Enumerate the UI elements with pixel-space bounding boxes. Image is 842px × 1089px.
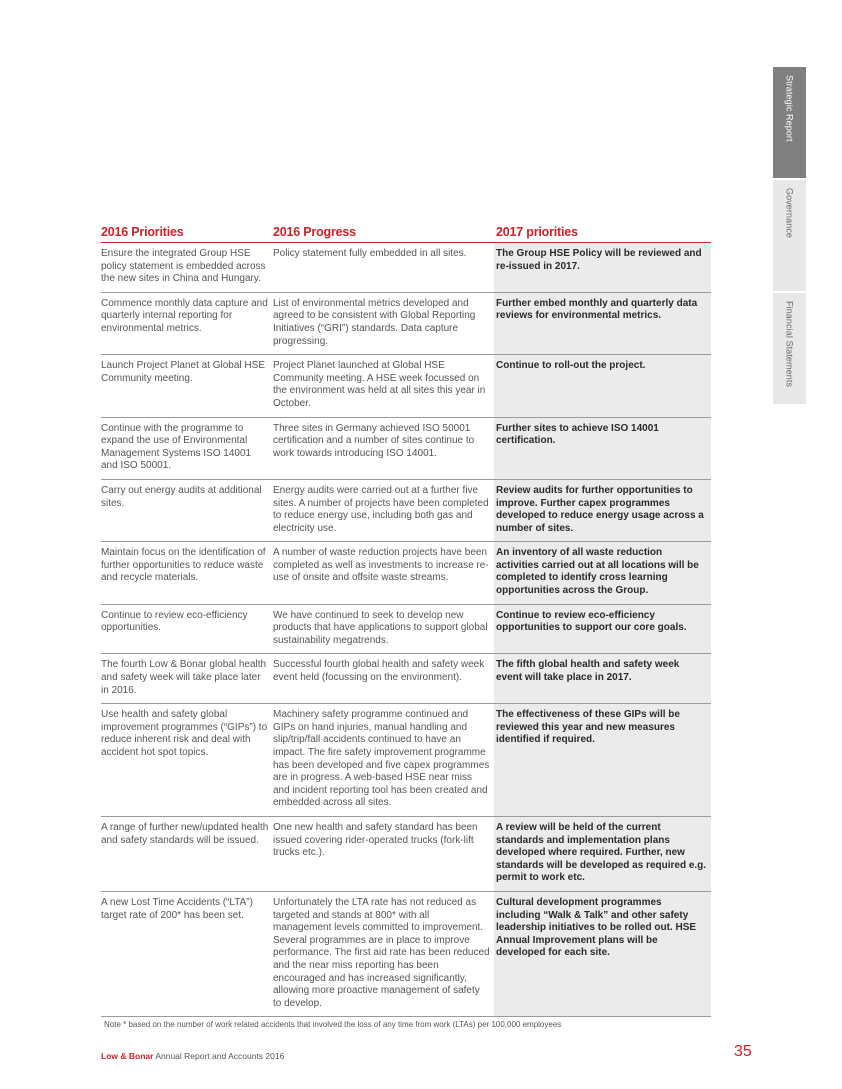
- cell-2017-priority: Review audits for further opportunities to improve. Further capex programmes developed to reduce energy usage across a number of sites.: [494, 480, 711, 541]
- cell-2016-progress: Three sites in Germany achieved ISO 50001 certification and a number of sites continue to work towards introducing ISO 14001.: [273, 422, 475, 459]
- cell-2016-priority: A new Lost Time Accidents (“LTA”) target rate of 200* has been set.: [101, 896, 253, 921]
- cell-2016-progress: Project Planet launched at Global HSE Community meeting. A HSE week focussed on the environment was held at all sites this year in October.: [273, 360, 486, 409]
- cell-2016-progress: Machinery safety programme continued and GIPs on hand injuries, manual handling and slip/trip/fall accidents continued to have an impact. The fire safety improvement programme has been developed and five capex programmes are in progress. A web-based HSE near miss and incident reporting tool has been created and embedded across all sites.: [273, 709, 490, 809]
- cell-2016-progress: List of environmental metrics developed and agreed to be consistent with Global Reporting Initiatives (“GRI”) standards. Data capture progressing.: [273, 297, 476, 347]
- cell-2016-progress: A number of waste reduction projects have been completed as well as investments to increase re-use of onsite and offsite waste streams.: [273, 547, 489, 584]
- cell-2017-priority: A review will be held of the current standards and implementation plans developed where required. Further, new standards will be developed as required e.g. permit to work etc.: [494, 817, 711, 891]
- cell-2017-priority: The fifth global health and safety week event will take place in 2017.: [494, 654, 711, 703]
- tab-financial-statements[interactable]: [773, 293, 806, 404]
- priorities-table: [101, 224, 711, 1017]
- section-tabs: [773, 67, 806, 406]
- cell-2017-priority: Continue to review eco-efficiency opportunities to support our core goals.: [494, 605, 711, 654]
- cell-2016-priority: A range of further new/updated health and safety standards will be issued.: [101, 821, 269, 846]
- cell-2016-priority: Ensure the integrated Group HSE policy statement is embedded across the new sites in China and Hungary.: [101, 248, 266, 285]
- table-body: [101, 243, 711, 1017]
- tab-label: Financial Statements: [784, 301, 795, 388]
- cell-2017-priority: An inventory of all waste reduction activities carried out at all locations will be completed to identify cross learning opportunities across the Group.: [494, 542, 711, 603]
- header-2017-priorities: 2017 priorities: [496, 225, 578, 239]
- cell-2016-priority: Commence monthly data capture and quarterly internal reporting for environmental metrics.: [101, 297, 268, 334]
- cell-2017-priority: Cultural development programmes including “Walk & Talk” and other safety leadership initiatives to be rolled out. HSE Annual Improvement plans will be developed for each site.: [494, 892, 711, 1016]
- table-row: [101, 892, 711, 1017]
- cell-2016-priority: Use health and safety global improvement programmes (“GIPs”) to reduce inherent risk and deal with accident hot spot topics.: [101, 709, 268, 758]
- table-row: [101, 704, 711, 817]
- cell-2016-progress: Unfortunately the LTA rate has not reduced as targeted and stands at 800* with all management levels committed to improvement. Several programmes are in place to improve performance. The first aid rate has been reduced and the near miss reporting has been encouraged and has increased significantly, allowing more proactive management of safety to develop.: [273, 896, 490, 1009]
- table-row: [101, 817, 711, 892]
- header-2016-progress: 2016 Progress: [273, 225, 356, 239]
- tab-label: Governance: [784, 188, 795, 239]
- table-row: [101, 480, 711, 542]
- table-row: [101, 418, 711, 480]
- page-footer: [101, 1051, 284, 1061]
- table-row: [101, 293, 711, 355]
- cell-2016-progress: Successful fourth global health and safety week event held (focussing on the environment).: [273, 659, 485, 684]
- cell-2016-progress: One new health and safety standard has been issued covering rider-operated trucks (fork-lift trucks etc.).: [273, 821, 478, 859]
- page-number: 35: [734, 1043, 752, 1060]
- tab-label: Strategic Report: [784, 75, 795, 142]
- cell-2016-progress: Policy statement fully embedded in all sites.: [273, 248, 467, 259]
- cell-2016-progress: We have continued to seek to develop new products that have applications to support global sustainability megatrends.: [273, 609, 488, 646]
- cell-2017-priority: Further embed monthly and quarterly data reviews for environmental metrics.: [494, 293, 711, 354]
- cell-2016-priority: Carry out energy audits at additional sites.: [101, 484, 262, 509]
- table-header: [101, 224, 711, 243]
- header-2016-priorities: 2016 Priorities: [101, 225, 184, 239]
- tab-strategic-report[interactable]: [773, 67, 806, 178]
- cell-2017-priority: The effectiveness of these GIPs will be reviewed this year and new measures identified if required.: [494, 704, 711, 816]
- tab-governance[interactable]: [773, 180, 806, 291]
- table-row: [101, 605, 711, 655]
- table-row: [101, 542, 711, 604]
- cell-2016-priority: Maintain focus on the identification of further opportunities to reduce waste and recycle materials.: [101, 547, 266, 584]
- table-row: [101, 654, 711, 704]
- cell-2016-priority: The fourth Low & Bonar global health and safety week will take place later in 2016.: [101, 659, 267, 696]
- cell-2016-progress: Energy audits were carried out at a further five sites. A number of projects have been completed to reduce energy use, including both gas and electricity use.: [273, 484, 489, 534]
- footnote: Note * based on the number of work related accidents that involved the loss of any time from work (LTAs) per 100,000 employees: [104, 1020, 562, 1029]
- cell-2016-priority: Launch Project Planet at Global HSE Community meeting.: [101, 360, 265, 384]
- cell-2016-priority: Continue with the programme to expand the use of Environmental Management Systems ISO 14001 and ISO 50001.: [101, 422, 252, 472]
- footer-title: Annual Report and Accounts 2016: [153, 1051, 285, 1061]
- table-row: [101, 243, 711, 293]
- cell-2017-priority: Further sites to achieve ISO 14001 certification.: [494, 418, 711, 479]
- cell-2017-priority: The Group HSE Policy will be reviewed and re-issued in 2017.: [494, 243, 711, 292]
- table-row: [101, 355, 711, 417]
- cell-2016-priority: Continue to review eco-efficiency opportunities.: [101, 609, 248, 634]
- footer-brand: Low & Bonar: [101, 1051, 154, 1061]
- cell-2017-priority: Continue to roll-out the project.: [494, 355, 711, 416]
